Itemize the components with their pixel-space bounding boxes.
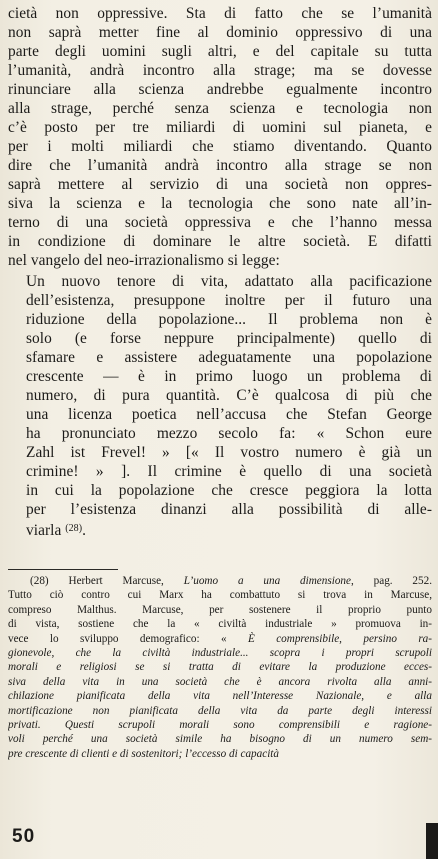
quote-line: crescente — è in primo luogo un problema di xyxy=(26,368,432,385)
text-line: terno di una società oppressiva e che l’hanno messa xyxy=(8,214,432,231)
quote-last-word: viarla xyxy=(26,522,62,538)
footnote-line: compreso Malthus. Marcuse, per sostenere il proprio punto xyxy=(8,603,432,616)
text-line: saprà mettere al servizio di una società non oppres- xyxy=(8,176,432,193)
footnote-line: pre crescente di clienti e di sostenitori; l’eccesso di capacità xyxy=(8,747,280,760)
footnote xyxy=(8,574,432,761)
text-line: cietà non oppressive. Sta di fatto che se l’umanità xyxy=(8,5,432,22)
footnote-marker: (28) xyxy=(30,575,49,587)
text-line: per i molti miliardi che stiamo diventando. Quanto xyxy=(8,138,432,155)
footnote-line xyxy=(8,574,432,588)
quote-line: Un nuovo tenore di vita, adattato alla pacificazione xyxy=(26,273,432,290)
footnote-roman-text: vece lo sviluppo demografico: « xyxy=(8,632,248,645)
page-edge-mark xyxy=(426,823,438,859)
quote-line: crimine! » ]. Il crimine è quello di una società xyxy=(26,463,432,480)
text-line: dire che l’umanità andrà incontro alla strage se non xyxy=(8,157,432,174)
quote-line: Zahl ist Frevel! » [« Il vostro numero è già un xyxy=(26,444,432,461)
footnote-line: gionevole, che la civiltà industriale... scopra i propri scrupoli xyxy=(8,646,432,659)
text-line: non saprà metter fine al dominio oppressivo di una xyxy=(8,24,432,41)
footnote-separator xyxy=(8,569,118,570)
text-line: alla strage, perché senza scienza e tecnologia non xyxy=(8,100,432,117)
footnote-line: mortificazione non pianificata della vita da parte degli interessi xyxy=(8,704,432,717)
footnote-italic-text: È comprensibile, persino ra- xyxy=(247,632,432,645)
footnote-reference[interactable]: (28) xyxy=(65,523,83,534)
text-line: in condizione di dominare le altre società. E difatti xyxy=(8,233,432,250)
quote-line: riduzione della popolazione... Il problema non è xyxy=(26,311,432,328)
quote-line: in cui la popolazione che cresce peggiora la lotta xyxy=(26,482,432,499)
footnote-line: privati. Questi scrupoli morali sono comprensibili e ragione- xyxy=(8,718,432,731)
footnote-line xyxy=(8,632,432,646)
quote-line xyxy=(26,519,432,538)
footnote-page-ref: , pag. 252. xyxy=(350,575,432,587)
page-number: 50 xyxy=(12,826,36,847)
block-quote xyxy=(26,272,432,538)
quote-line: numero, di pura quantità. C’è qualcosa di più che xyxy=(26,387,432,404)
footnote-line: siva della vita in una società che è ancora rivolta alla anni- xyxy=(8,675,432,688)
footnote-line: morali e religiosi se si tratta di evitare la produzione ecces- xyxy=(8,661,432,674)
text-line: l’umanità, andrà incontro alla strage; ma se dovesse xyxy=(8,62,432,79)
quote-end: . xyxy=(82,522,87,538)
quote-line: per l’esistenza dinanzi alla possibilità di alle- xyxy=(26,501,432,518)
footnote-line: di vista, sostiene che la « civiltà industriale » promuova in- xyxy=(8,618,432,631)
quote-line: dell’esistenza, presuppone inoltre per il futuro una xyxy=(26,292,432,309)
body-paragraph xyxy=(8,4,432,270)
quote-line: solo (e forse neppure principalmente) quello di xyxy=(26,330,432,347)
text-line: c’è posto per tre miliardi di uomini sul pianeta, e xyxy=(8,119,432,136)
footnote-line: chilazione pianificata della vita nell’Interesse Nazionale, e alla xyxy=(8,690,432,703)
quote-line: una licenza poetica nell’accusa che Stefan George xyxy=(26,406,432,423)
quote-line: sfamare e assistere adeguatamente una popolazione xyxy=(26,349,432,366)
text-line: nel vangelo del neo-irrazionalismo si legge: xyxy=(8,252,280,269)
footnote-line: voli perché una società simile ha bisogno di un numero sem- xyxy=(8,733,432,746)
text-line: siva la scienza e la tecnologia che sono nate all’in- xyxy=(8,195,432,212)
footnote-author: Herbert Marcuse, xyxy=(68,575,164,587)
footnote-line: Tutto ciò contro cui Marx ha combattuto si trova in Marcuse, xyxy=(8,589,432,602)
text-line: parte degli uomini sugli altri, e del capitale su tutta xyxy=(8,43,432,60)
text-line: rinunciare alla scienza andrebbe egualmente incontro xyxy=(8,81,432,98)
quote-line: ha pronunciato mezzo secolo fa: « Schon eure xyxy=(26,425,432,442)
footnote-book-title: L’uomo a una dimensione xyxy=(183,575,351,587)
